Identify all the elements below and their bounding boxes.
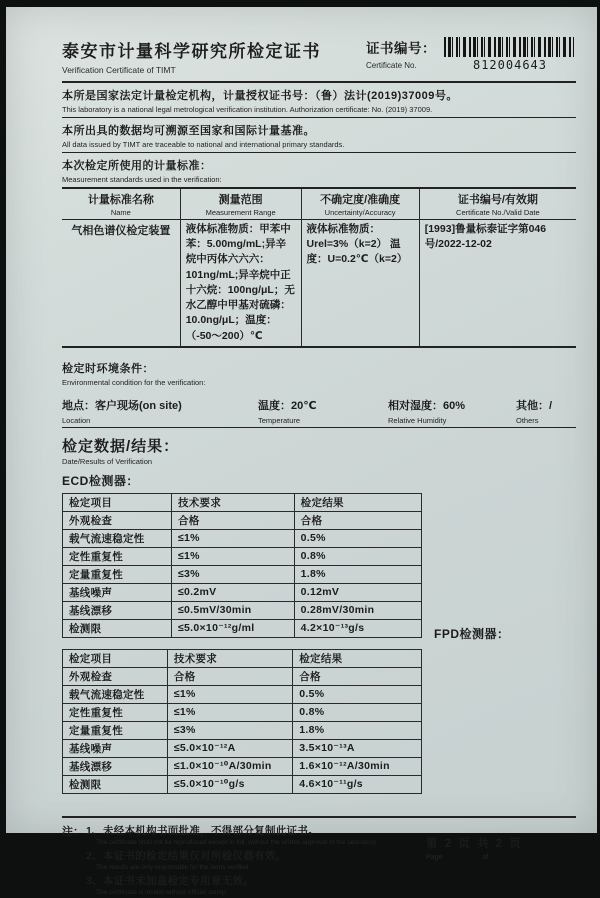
- requirement-cell: ≤5.0×10⁻¹²A: [167, 739, 292, 757]
- title-block: [62, 37, 321, 75]
- humidity-label-en: Relative Humidity: [388, 415, 447, 425]
- temperature-label-en: Temperature: [258, 415, 301, 425]
- table-row: [63, 511, 422, 529]
- location-label: 地点：: [62, 399, 95, 412]
- requirement-cell: ≤1%: [167, 703, 292, 721]
- page-title-english: Verification Certificate of TIMT: [62, 65, 176, 75]
- col-header-en: Measurement Range: [205, 208, 276, 217]
- note-item: [86, 823, 377, 846]
- table-row: [63, 619, 422, 637]
- requirement-cell: 合格: [171, 511, 294, 529]
- statement-traceability: [62, 118, 576, 152]
- certificate-number-labels: [366, 37, 436, 70]
- fpd-detector-label: FPD检测器：: [434, 626, 510, 641]
- table-row: [63, 565, 422, 583]
- note-en: The results are only responsible for the items verified.: [96, 863, 251, 871]
- measurement-standards-table: [62, 187, 576, 348]
- others-label-en: Others: [516, 415, 539, 425]
- standards-col-certificate: [419, 188, 576, 220]
- standard-certificate-cell: [1993]鲁量标泰证字第046号/2022-12-02: [419, 220, 576, 347]
- header-cell: 检定项目: [63, 649, 168, 667]
- table-row: [63, 547, 422, 565]
- item-cell: 基线漂移: [63, 601, 172, 619]
- results-heading-en: Date/Results of Verification: [62, 456, 153, 466]
- environment-row: [62, 397, 576, 428]
- requirement-cell: ≤1%: [171, 529, 294, 547]
- requirement-cell: ≤1.0×10⁻¹⁰A/30min: [167, 757, 292, 775]
- requirement-cell: ≤0.5mV/30min: [171, 601, 294, 619]
- item-cell: 外观检查: [63, 511, 172, 529]
- standards-data-row: [62, 220, 576, 347]
- requirement-cell: ≤3%: [171, 565, 294, 583]
- barcode-icon: [444, 37, 574, 57]
- result-cell: 0.5%: [293, 685, 422, 703]
- item-cell: 定性重复性: [63, 547, 172, 565]
- environment-heading-en: Environmental condition for the verification:: [62, 377, 206, 387]
- temperature-value: 20℃: [291, 399, 317, 412]
- location-value: 客户现场(on site): [95, 399, 182, 412]
- header-cell: 技术要求: [171, 493, 294, 511]
- standards-header-row: [62, 188, 576, 220]
- item-cell: 基线噪声: [63, 583, 172, 601]
- item-cell: 定性重复性: [63, 703, 168, 721]
- others-value: /: [549, 399, 553, 412]
- table-row: [63, 721, 422, 739]
- note-cn: 2、本证书的检定结果仅对所检仪器有效。: [86, 849, 287, 862]
- col-header-en: Name: [110, 208, 131, 217]
- notes-mark: 注：: [62, 825, 84, 838]
- standards-col-uncertainty: [301, 188, 419, 220]
- of-word: of: [482, 853, 489, 861]
- item-cell: 定量重复性: [63, 565, 172, 583]
- col-header-cn: 证书编号/有效期: [457, 194, 538, 206]
- ecd-results-table: [62, 493, 422, 638]
- note-cn: 1、未经本机构书面批准，不得部分复制此证书。: [86, 824, 319, 837]
- col-header-cn: 计量标准名称: [87, 194, 154, 206]
- ecd-detector-label: ECD检测器：: [62, 473, 139, 488]
- standards-col-name: [62, 188, 180, 220]
- barcode-block: [444, 37, 576, 72]
- item-cell: 基线噪声: [63, 739, 168, 757]
- standard-name-cell: 气相色谱仪检定装置: [62, 220, 180, 347]
- certificate-number-label-english: Certificate No.: [366, 61, 417, 70]
- humidity-value: 60%: [443, 399, 466, 412]
- table-row: [63, 601, 422, 619]
- page-number-en: [426, 854, 576, 861]
- table-row: [63, 757, 422, 775]
- header-cell: 检定结果: [294, 493, 421, 511]
- statement-cn: 本次检定所使用的计量标准：: [62, 160, 212, 172]
- requirement-cell: ≤3%: [167, 721, 292, 739]
- table-row: [63, 529, 422, 547]
- table-row: [63, 685, 422, 703]
- humidity-label: 相对湿度：: [388, 399, 443, 412]
- result-cell: 0.8%: [293, 703, 422, 721]
- environment-heading-cn: 检定时环境条件：: [62, 362, 154, 375]
- item-cell: 载气流速稳定性: [63, 685, 168, 703]
- requirement-cell: ≤0.2mV: [171, 583, 294, 601]
- table-row: [63, 703, 422, 721]
- item-cell: 定量重复性: [63, 721, 168, 739]
- header-cell: 检定结果: [293, 649, 422, 667]
- col-header-en: Uncertainty/Accuracy: [324, 208, 396, 217]
- requirement-cell: 合格: [167, 667, 292, 685]
- table-row: [63, 739, 422, 757]
- table-row: [63, 775, 422, 793]
- result-cell: 0.28mV/30min: [294, 601, 421, 619]
- divider: [62, 816, 576, 818]
- note-item: [86, 873, 377, 896]
- location-label-en: Location: [62, 415, 91, 425]
- result-cell: 0.8%: [294, 547, 421, 565]
- note-en: The certificate shall not be reproduced except in full, without the written approval of the laboratory.: [96, 838, 378, 846]
- table-row: [63, 667, 422, 685]
- fpd-results-table: [62, 649, 422, 794]
- result-cell: 0.12mV: [294, 583, 421, 601]
- certificate-number-label: 证书编号：: [366, 41, 436, 56]
- environment-location: [62, 397, 258, 425]
- result-cell: 1.8%: [294, 565, 421, 583]
- result-cell: 合格: [293, 667, 422, 685]
- col-header-cn: 不确定度/准确度: [320, 194, 401, 206]
- note-item: [86, 848, 377, 871]
- certificate-content: [62, 37, 576, 898]
- certificate-number-value: 812004643: [472, 58, 548, 72]
- others-label: 其他：: [516, 399, 549, 412]
- statement-cn: 本所出具的数据均可溯源至国家和国际计量基准。: [62, 125, 315, 137]
- statement-en: This laboratory is a national legal metrological verification institution. Authorization certificate: No. (2019) 37009.: [62, 105, 433, 114]
- requirement-cell: ≤1%: [171, 547, 294, 565]
- item-cell: 检测限: [63, 775, 168, 793]
- environment-others: [516, 397, 576, 425]
- table-row: [63, 583, 422, 601]
- standard-uncertainty-cell: 液体标准物质：Urel=3%（k=2） 温度：U=0.2℃（k=2）: [301, 220, 419, 347]
- certificate-page: [6, 7, 597, 896]
- standards-col-range: [180, 188, 301, 220]
- note-en: The certificate is invalid without official stamp.: [96, 888, 228, 896]
- requirement-cell: ≤1%: [167, 685, 292, 703]
- statement-cn: 本所是国家法定计量检定机构，计量授权证书号：（鲁）法计(2019)37009号。: [62, 90, 458, 102]
- statement-authorization: [62, 83, 576, 117]
- results-heading: [62, 435, 576, 466]
- environment-temperature: [258, 397, 388, 425]
- result-cell: 1.6×10⁻¹²A/30min: [293, 757, 422, 775]
- temperature-label: 温度：: [258, 399, 291, 412]
- header: [62, 37, 576, 75]
- table-row: [63, 493, 422, 511]
- col-header-en: Certificate No./Valid Date: [456, 208, 540, 217]
- results-heading-cn: 检定数据/结果：: [62, 437, 180, 455]
- statement-standards-used: [62, 153, 576, 187]
- result-cell: 4.6×10⁻¹¹g/s: [293, 775, 422, 793]
- page-info: [426, 823, 576, 898]
- result-cell: 合格: [294, 511, 421, 529]
- result-cell: 3.5×10⁻¹³A: [293, 739, 422, 757]
- notes-block: [62, 823, 426, 898]
- result-cell: 0.5%: [294, 529, 421, 547]
- item-cell: 检测限: [63, 619, 172, 637]
- item-cell: 基线漂移: [63, 757, 168, 775]
- requirement-cell: ≤5.0×10⁻¹⁰g/s: [167, 775, 292, 793]
- environment-heading: [62, 356, 576, 390]
- item-cell: 外观检查: [63, 667, 168, 685]
- page-number: 第 2 页 共 2 页: [426, 837, 523, 850]
- certificate-number-block: [366, 37, 576, 72]
- col-header-cn: 测量范围: [218, 194, 263, 206]
- note-cn: 3、本证书未加盖检定专用章无效。: [86, 874, 255, 887]
- statement-en: All data issued by TIMT are traceable to national and international primary standards.: [62, 140, 345, 149]
- statement-en: Measurement standards used in the verification:: [62, 175, 222, 184]
- item-cell: 载气流速稳定性: [63, 529, 172, 547]
- header-cell: 技术要求: [167, 649, 292, 667]
- notes-list: [86, 823, 377, 898]
- footer: [62, 823, 576, 898]
- result-cell: 1.8%: [293, 721, 422, 739]
- result-cell: 4.2×10⁻¹³g/s: [294, 619, 421, 637]
- page-word: Page: [426, 853, 443, 861]
- environment-humidity: [388, 397, 516, 425]
- standard-range-cell: 液体标准物质：甲苯中苯：5.00mg/mL;异辛烷中丙体六六六：101ng/mL;异辛烷中正十六烷：100ng/μL；无水乙醇中甲基对硫磷：10.0ng/μL；温度：（-50～200）℃: [180, 220, 301, 347]
- header-cell: 检定项目: [63, 493, 172, 511]
- table-row: [63, 649, 422, 667]
- requirement-cell: ≤5.0×10⁻¹²g/ml: [171, 619, 294, 637]
- page-title: 泰安市计量科学研究所检定证书: [62, 42, 321, 61]
